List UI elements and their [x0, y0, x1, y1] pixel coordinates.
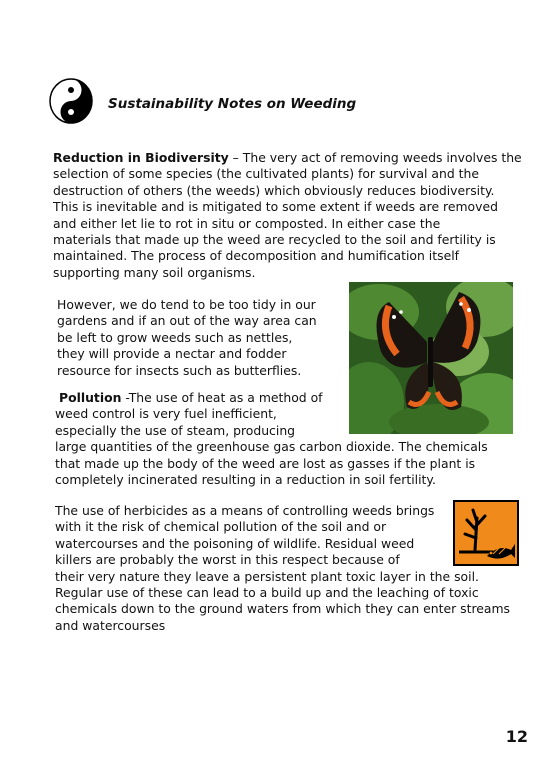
- pollution-heading: Pollution: [59, 390, 122, 405]
- herbicides-paragraph: The use of herbicides as a means of controlling weeds brings with it the risk of chemical pollution of the soil and or watercourses and the poisoning of wildlife. Residual weed killers are probably the worst in this respect because of their very nature they leave a persistent plant toxic layer in the soil. Regular use of these can lead to a build up and the leaching of toxic chemicals down to the ground waters from which they can enter streams and watercourses: [55, 503, 511, 633]
- page-title: Sustainability Notes on Weeding: [108, 96, 357, 112]
- biodiversity-heading: Reduction in Biodiversity: [53, 150, 229, 165]
- pollution-paragraph: Pollution -The use of heat as a method of weed control is very fuel inefficient, especially the use of steam, producing large quantities of the greenhouse gas carbon dioxide. The chemicals that made up the body of the weed are lost as gasses if the plant is completely incinerated resulting in a reduction in soil fertility.: [55, 390, 488, 488]
- biodiversity-paragraph: Reduction in Biodiversity – The very act of removing weeds involves the selection of some species (the cultivated plants) for survival and the destruction of others (the weeds) which obviously reduces biodiversity. This is inevitable and is mitigated to some extent if weeds are removed and either let lie to rot in situ or composted. In either case the materials that made up the weed are recycled to the soil and fertility is maintained. The process of decomposition and humification itself supporting many soil organisms.: [53, 150, 522, 280]
- butterflies-paragraph: However, we do tend to be too tidy in our gardens and if an out of the way area can be left to grow weeds such as nettles, they will provide a nectar and fodder resource for insects such as butterflies.: [57, 297, 317, 378]
- yin-yang-icon: [49, 78, 93, 124]
- page-number: 12: [505, 727, 528, 746]
